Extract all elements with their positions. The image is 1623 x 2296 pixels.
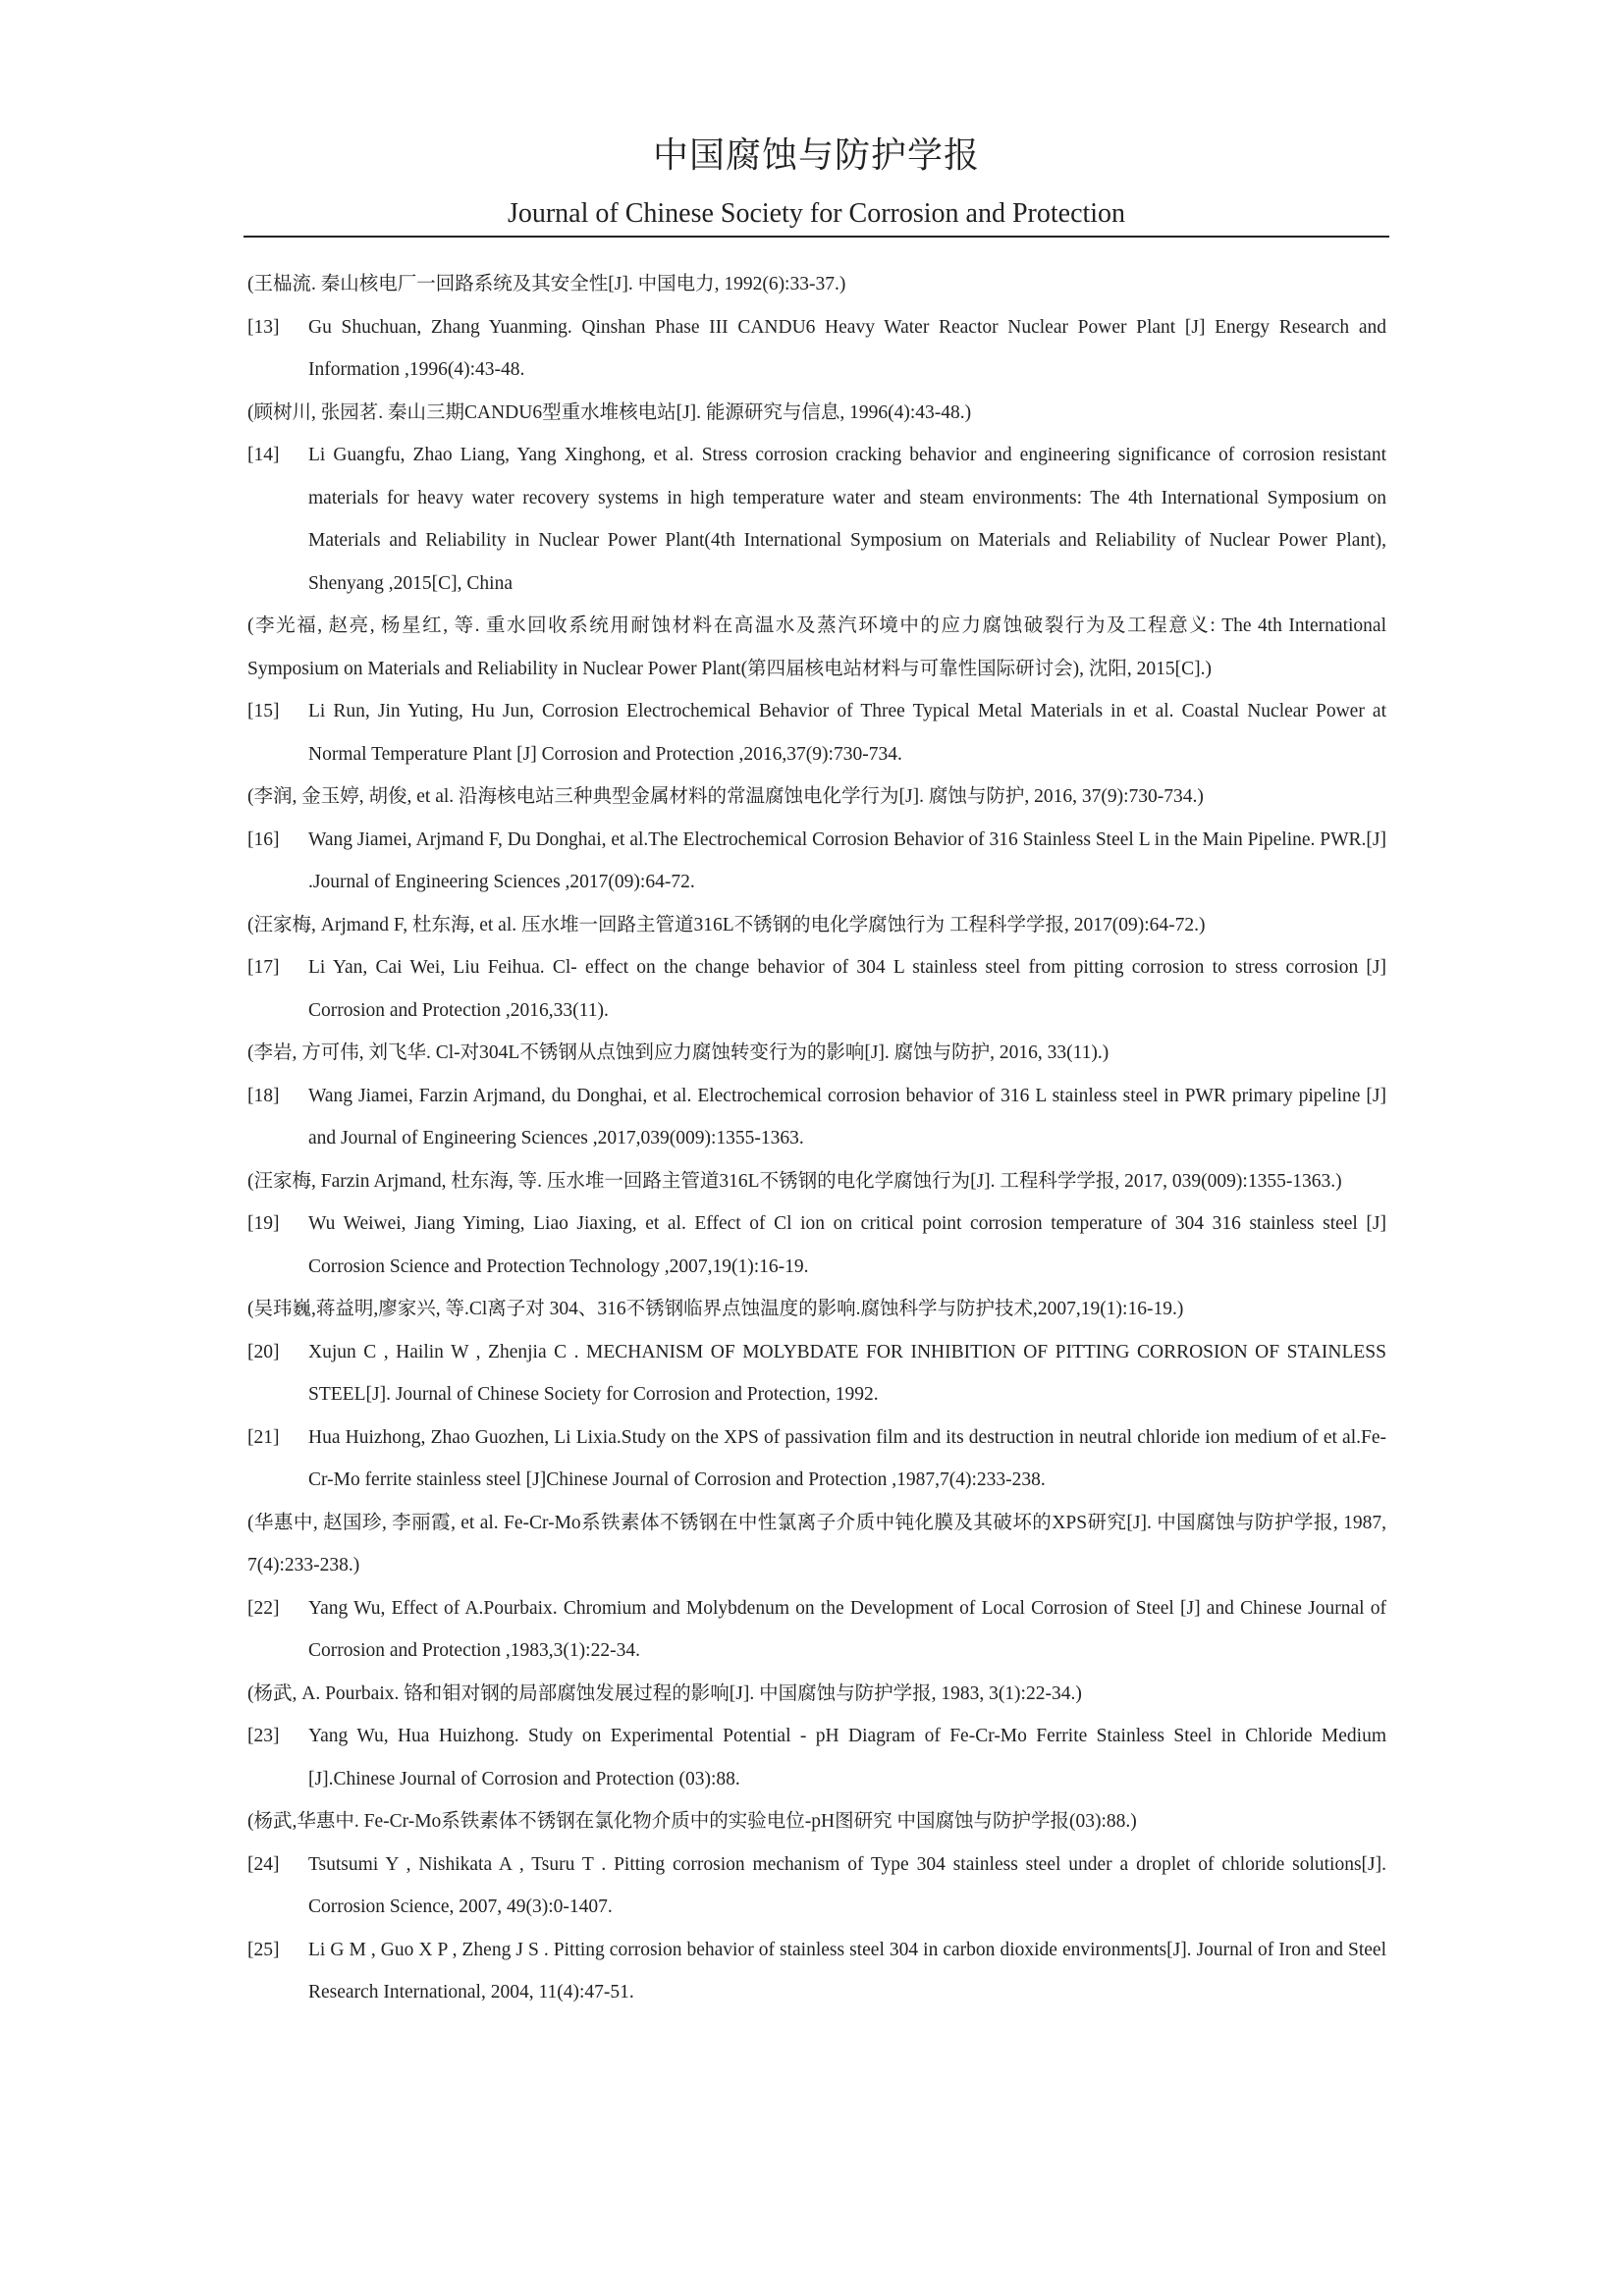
reference-number: [18] xyxy=(247,1085,280,1106)
reference-text: Yang Wu, Hua Huizhong. Study on Experimental Potential - pH Diagram of Fe-Cr-Mo Ferrite Stainless Steel in Chloride Medium [J].Chinese Journal of Corrosion and Protection (03):88. xyxy=(308,1726,1386,1789)
reference-entry xyxy=(247,306,1386,392)
reference-entry xyxy=(247,1075,1386,1160)
reference-text: Yang Wu, Effect of A.Pourbaix. Chromium and Molybdenum on the Development of Local Corrosion of Steel [J] and Chinese Journal of Corrosion and Protection ,1983,3(1):22-34. xyxy=(308,1597,1386,1661)
reference-chinese-translation: (华惠中, 赵国珍, 李丽霞, et al. Fe-Cr-Mo系铁素体不锈钢在中性氯离子介质中钝化膜及其破坏的XPS研究[J]. 中国腐蚀与防护学报, 1987, 7(4):233-238.) xyxy=(247,1512,1386,1575)
reference-entry xyxy=(247,1929,1386,2014)
reference-number: [13] xyxy=(247,316,280,338)
reference-list xyxy=(247,263,1386,2014)
reference-number: [14] xyxy=(247,445,280,465)
reference-number: [21] xyxy=(247,1426,280,1448)
reference-entry xyxy=(247,690,1386,775)
reference-entry xyxy=(247,1416,1386,1502)
reference-number: [22] xyxy=(247,1597,280,1619)
reference-number: [24] xyxy=(247,1853,280,1875)
reference-number: [25] xyxy=(247,1939,280,1960)
reference-entry xyxy=(247,819,1386,904)
reference-text: Tsutsumi Y , Nishikata A , Tsuru T . Pitting corrosion mechanism of Type 304 stainless steel under a droplet of chloride solutions[J]. Corrosion Science, 2007, 49(3):0-1407. xyxy=(308,1853,1386,1917)
reference-text: Gu Shuchuan, Zhang Yuanming. Qinshan Phase III CANDU6 Heavy Water Reactor Nuclear Power Plant [J] Energy Research and Information ,1996(4):43-48. xyxy=(308,316,1386,380)
reference-number: [23] xyxy=(247,1726,280,1746)
reference-chinese-translation: (杨武, A. Pourbaix. 铬和钼对钢的局部腐蚀发展过程的影响[J]. 中国腐蚀与防护学报, 1983, 3(1):22-34.) xyxy=(247,1682,1082,1704)
reference-entry xyxy=(247,1331,1386,1416)
reference-text: Li Yan, Cai Wei, Liu Feihua. Cl- effect on the change behavior of 304 L stainless steel from pitting corrosion to stress corrosion [J] Corrosion and Protection ,2016,33(11). xyxy=(308,957,1386,1021)
reference-chinese-translation: (王榀流. 秦山核电厂一回路系统及其安全性[J]. 中国电力, 1992(6):33-37.) xyxy=(247,274,846,294)
reference-chinese-translation: (吴玮巍,蒋益明,廖家兴, 等.Cl离子对 304、316不锈钢临界点蚀温度的影响.腐蚀科学与防护技术,2007,19(1):16-19.) xyxy=(247,1299,1184,1319)
reference-entry xyxy=(247,1587,1386,1673)
reference-text: Wang Jiamei, Arjmand F, Du Donghai, et al.The Electrochemical Corrosion Behavior of 316 Stainless Steel L in the Main Pipeline. PWR.[J] .Journal of Engineering Sciences ,2017(09):64-72. xyxy=(308,828,1386,892)
reference-number: [17] xyxy=(247,957,280,978)
journal-title-english: Journal of Chinese Society for Corrosion and Protection xyxy=(507,198,1126,229)
reference-number: [19] xyxy=(247,1213,280,1234)
reference-text: Xujun C , Hailin W , Zhenjia C . MECHANISM OF MOLYBDATE FOR INHIBITION OF PITTING CORROSION OF STAINLESS STEEL[J]. Journal of Chinese Society for Corrosion and Protection, 1992. xyxy=(308,1341,1386,1405)
reference-text: Hua Huizhong, Zhao Guozhen, Li Lixia.Study on the XPS of passivation film and its destruction in neutral chloride ion medium of et al.Fe-Cr-Mo ferrite stainless steel [J]Chinese Journal of Corrosion and Protection ,1987,7(4):233-238. xyxy=(308,1426,1386,1490)
reference-number: [15] xyxy=(247,701,280,721)
reference-text: Wang Jiamei, Farzin Arjmand, du Donghai, et al. Electrochemical corrosion behavior of 316 L stainless steel in PWR primary pipeline [J] and Journal of Engineering Sciences ,2017,039(009):1355-1363. xyxy=(308,1085,1386,1148)
reference-text: Li G M , Guo X P , Zheng J S . Pitting corrosion behavior of stainless steel 304 in carbon dioxide environments[J]. Journal of Iron and Steel Research International, 2004, 11(4):47-51. xyxy=(308,1939,1386,2002)
header-divider xyxy=(243,236,1389,238)
journal-header xyxy=(243,126,1389,238)
reference-chinese-translation: (汪家梅, Farzin Arjmand, 杜东海, 等. 压水堆一回路主管道316L不锈钢的电化学腐蚀行为[J]. 工程科学学报, 2017, 039(009):1355-1363.) xyxy=(247,1170,1342,1192)
reference-entry xyxy=(247,1843,1386,1929)
reference-chinese-translation: (顾树川, 张园茗. 秦山三期CANDU6型重水堆核电站[J]. 能源研究与信息, 1996(4):43-48.) xyxy=(247,401,972,423)
reference-text: Wu Weiwei, Jiang Yiming, Liao Jiaxing, et al. Effect of Cl ion on critical point corrosion temperature of 304 316 stainless steel [J] Corrosion Science and Protection Technology ,2007,19(1):16-19. xyxy=(308,1213,1386,1277)
reference-chinese-translation: (杨武,华惠中. Fe-Cr-Mo系铁素体不锈钢在氯化物介质中的实验电位-pH图研究 中国腐蚀与防护学报(03):88.) xyxy=(247,1811,1137,1832)
reference-chinese-translation: (汪家梅, Arjmand F, 杜东海, et al. 压水堆一回路主管道316L不锈钢的电化学腐蚀行为 工程科学学报, 2017(09):64-72.) xyxy=(247,914,1206,935)
reference-chinese-translation: (李光福, 赵亮, 杨星红, 等. 重水回收系统用耐蚀材料在高温水及蒸汽环境中的应力腐蚀破裂行为及工程意义: The 4th International Symposium on Materials and Reliability in Nuclear Power Plant(第四届核电站材料与可靠性国际研讨会), 沈阳, 2015[C].) xyxy=(247,615,1386,679)
journal-title-chinese: 中国腐蚀与防护学报 xyxy=(652,135,980,175)
reference-entry xyxy=(247,1202,1386,1288)
reference-chinese-translation: (李润, 金玉婷, 胡俊, et al. 沿海核电站三种典型金属材料的常温腐蚀电化学行为[J]. 腐蚀与防护, 2016, 37(9):730-734.) xyxy=(247,786,1204,807)
reference-number: [20] xyxy=(247,1341,280,1362)
reference-entry xyxy=(247,946,1386,1032)
reference-entry xyxy=(247,1715,1386,1800)
reference-entry xyxy=(247,434,1386,605)
reference-text: Li Guangfu, Zhao Liang, Yang Xinghong, et al. Stress corrosion cracking behavior and engineering significance of corrosion resistant materials for heavy water recovery systems in high temperature water and steam environments: The 4th International Symposium on Materials and Reliability in Nuclear Power Plant(4th International Symposium on Materials and Reliability of Nuclear Power Plant), Shenyang ,2015[C], China xyxy=(308,445,1386,594)
reference-number: [16] xyxy=(247,828,280,850)
reference-chinese-translation: (李岩, 方可伟, 刘飞华. Cl-对304L不锈钢从点蚀到应力腐蚀转变行为的影响[J]. 腐蚀与防护, 2016, 33(11).) xyxy=(247,1042,1109,1063)
reference-text: Li Run, Jin Yuting, Hu Jun, Corrosion Electrochemical Behavior of Three Typical Metal Materials in et al. Coastal Nuclear Power at Normal Temperature Plant [J] Corrosion and Protection ,2016,37(9):730-734. xyxy=(308,701,1386,765)
